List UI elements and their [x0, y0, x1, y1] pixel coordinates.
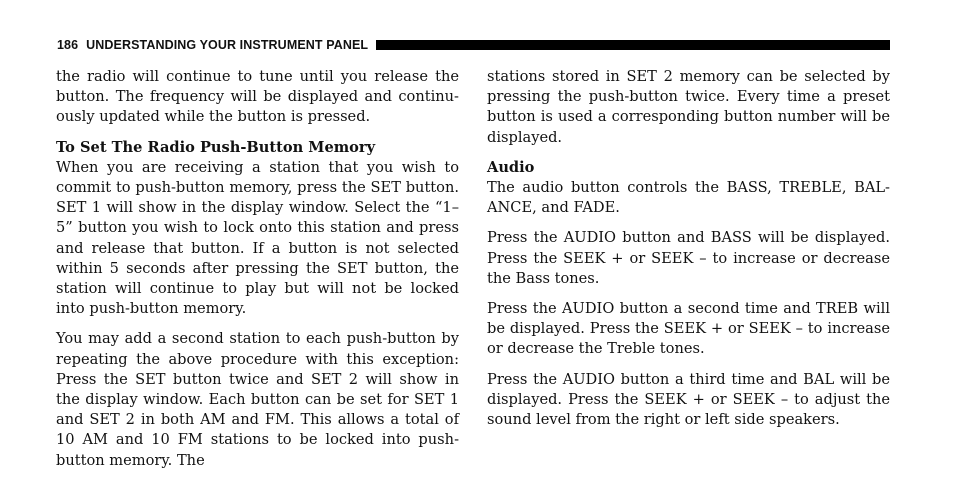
push-button-memory-paragraph-2: You may add a second station to each push-button by repeating the above procedure with this exception: Press the SET button twice and SET 2 will show in the display window. Each button can be set for SET 1 and SET 2 in both AM and FM. This allows a total of 10 AM and 10 FM stations to be locked into push-button memory. The [56, 330, 459, 469]
audio-paragraph-1: The audio button controls the BASS, TREBLE, BAL-ANCE, and FADE. [487, 179, 890, 217]
header-rule [376, 40, 890, 50]
audio-paragraph-2: Press the AUDIO button and BASS will be displayed. Press the SEEK + or SEEK – to increase or decrease the Bass tones. [487, 229, 890, 287]
left-intro-paragraph: the radio will continue to tune until you release the button. The frequency will be displayed and continu-ously updated while the button is pressed. [56, 68, 459, 126]
push-button-memory-paragraph-1: When you are receiving a station that you wish to commit to push-button memory, press the SET button. SET 1 will show in the display window. Select the “1–5” button you wish to lock onto this station and press and release that button. If a button is not selected within 5 seconds after pressing the SET button, the station will continue to play but will not be locked into push-button memory. [56, 158, 459, 318]
section-heading-push-button-memory: To Set The Radio Push-Button Memory [56, 138, 376, 156]
page-number: 186 [57, 38, 79, 52]
header-title: UNDERSTANDING YOUR INSTRUMENT PANEL [86, 38, 369, 52]
audio-paragraph-3: Press the AUDIO button a second time and TREB will be displayed. Press the SEEK + or SEEK – to increase or decrease the Treble tones. [487, 300, 890, 358]
left-column [56, 67, 459, 471]
audio-paragraph-4: Press the AUDIO button a third time and BAL will be displayed. Press the SEEK + or SEEK – to adjust the sound level from the right or left side speakers. [487, 370, 890, 429]
right-intro-paragraph: stations stored in SET 2 memory can be selected by pressing the push-button twice. Every time a preset button is used a corresponding button number will be displayed. [487, 68, 890, 146]
section-heading-audio: Audio [487, 158, 535, 176]
page-header [57, 38, 890, 52]
right-column [487, 67, 890, 430]
